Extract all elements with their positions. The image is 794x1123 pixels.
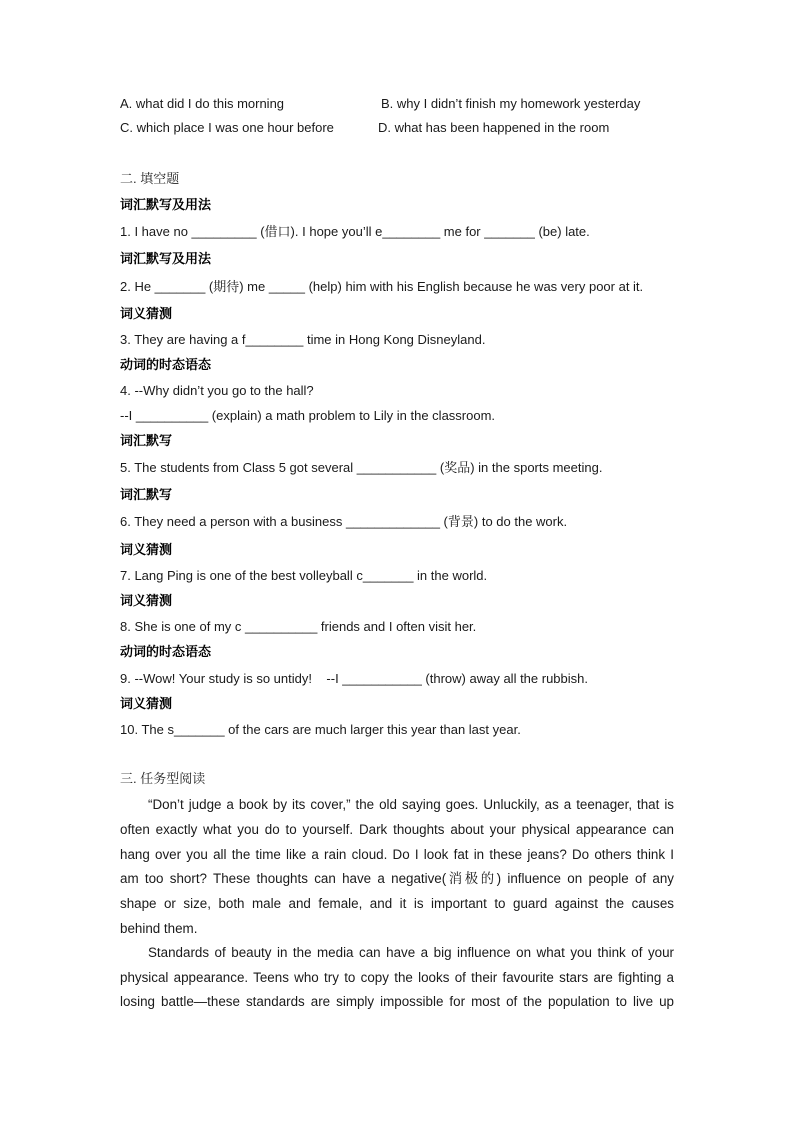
reading-line: often exactly what you do to yourself. Dark thoughts about your physical appearance can bbox=[120, 822, 674, 837]
question-category: 动词的时态语态 bbox=[120, 357, 212, 372]
question-category: 动词的时态语态 bbox=[120, 644, 212, 659]
option-a: A. what did I do this morning bbox=[120, 96, 285, 111]
question-text: 2. He _______ (期待) me _____ (help) him with his English because he was very poor at it. bbox=[120, 279, 644, 294]
reading-line: Standards of beauty in the media can have a big influence on what you think of your bbox=[148, 945, 674, 960]
question-text: 4. --Why didn’t you go to the hall? bbox=[120, 383, 314, 398]
question-category: 词汇默写及用法 bbox=[120, 251, 212, 266]
question-category: 词义猜测 bbox=[120, 593, 173, 608]
question-text: 8. She is one of my c __________ friends and I often visit her. bbox=[120, 619, 477, 634]
reading-line: shape or size, both male and female, and it is important to guard against the causes bbox=[120, 896, 674, 911]
reading-line: hang over you all the time like a rain cloud. Do I look fat in these jeans? Do others think I bbox=[120, 847, 674, 862]
reading-line: behind them. bbox=[120, 921, 198, 936]
question-text: 7. Lang Ping is one of the best volleyball c_______ in the world. bbox=[120, 568, 488, 583]
question-category: 词义猜测 bbox=[120, 542, 173, 557]
reading-line: physical appearance. Teens who try to copy the looks of their favourite stars are fighting a bbox=[120, 970, 674, 985]
question-text: 6. They need a person with a business _____________ (背景) to do the work. bbox=[120, 514, 568, 529]
question-category: 词汇默写及用法 bbox=[120, 197, 212, 212]
question-category: 词汇默写 bbox=[120, 433, 173, 448]
option-b: B. why I didn’t finish my homework yesterday bbox=[381, 96, 641, 111]
reading-line: am too short? These thoughts can have a negative(消极的) influence on people of any bbox=[120, 871, 674, 886]
option-d: D. what has been happened in the room bbox=[378, 120, 610, 135]
option-c: C. which place I was one hour before bbox=[120, 120, 334, 135]
question-category: 词义猜测 bbox=[120, 696, 173, 711]
section-title-fill-blanks: 二. 填空题 bbox=[120, 171, 180, 186]
question-text: 9. --Wow! Your study is so untidy! --I ___________ (throw) away all the rubbish. bbox=[120, 671, 588, 686]
question-text: 3. They are having a f________ time in Hong Kong Disneyland. bbox=[120, 332, 486, 347]
reading-line: losing battle—these standards are simply impossible for most of the population to live up bbox=[120, 994, 674, 1009]
question-text: 1. I have no _________ (借口). I hope you’ll e________ me for _______ (be) late. bbox=[120, 224, 590, 239]
question-text-answer: --I __________ (explain) a math problem to Lily in the classroom. bbox=[120, 408, 496, 423]
question-text: 5. The students from Class 5 got several ___________ (奖品) in the sports meeting. bbox=[120, 460, 603, 475]
question-text: 10. The s_______ of the cars are much larger this year than last year. bbox=[120, 722, 521, 737]
reading-line: “Don’t judge a book by its cover,” the old saying goes. Unluckily, as a teenager, that is bbox=[148, 797, 674, 812]
question-category: 词汇默写 bbox=[120, 487, 173, 502]
section-title-reading: 三. 任务型阅读 bbox=[120, 771, 206, 786]
question-category: 词义猜测 bbox=[120, 306, 173, 321]
